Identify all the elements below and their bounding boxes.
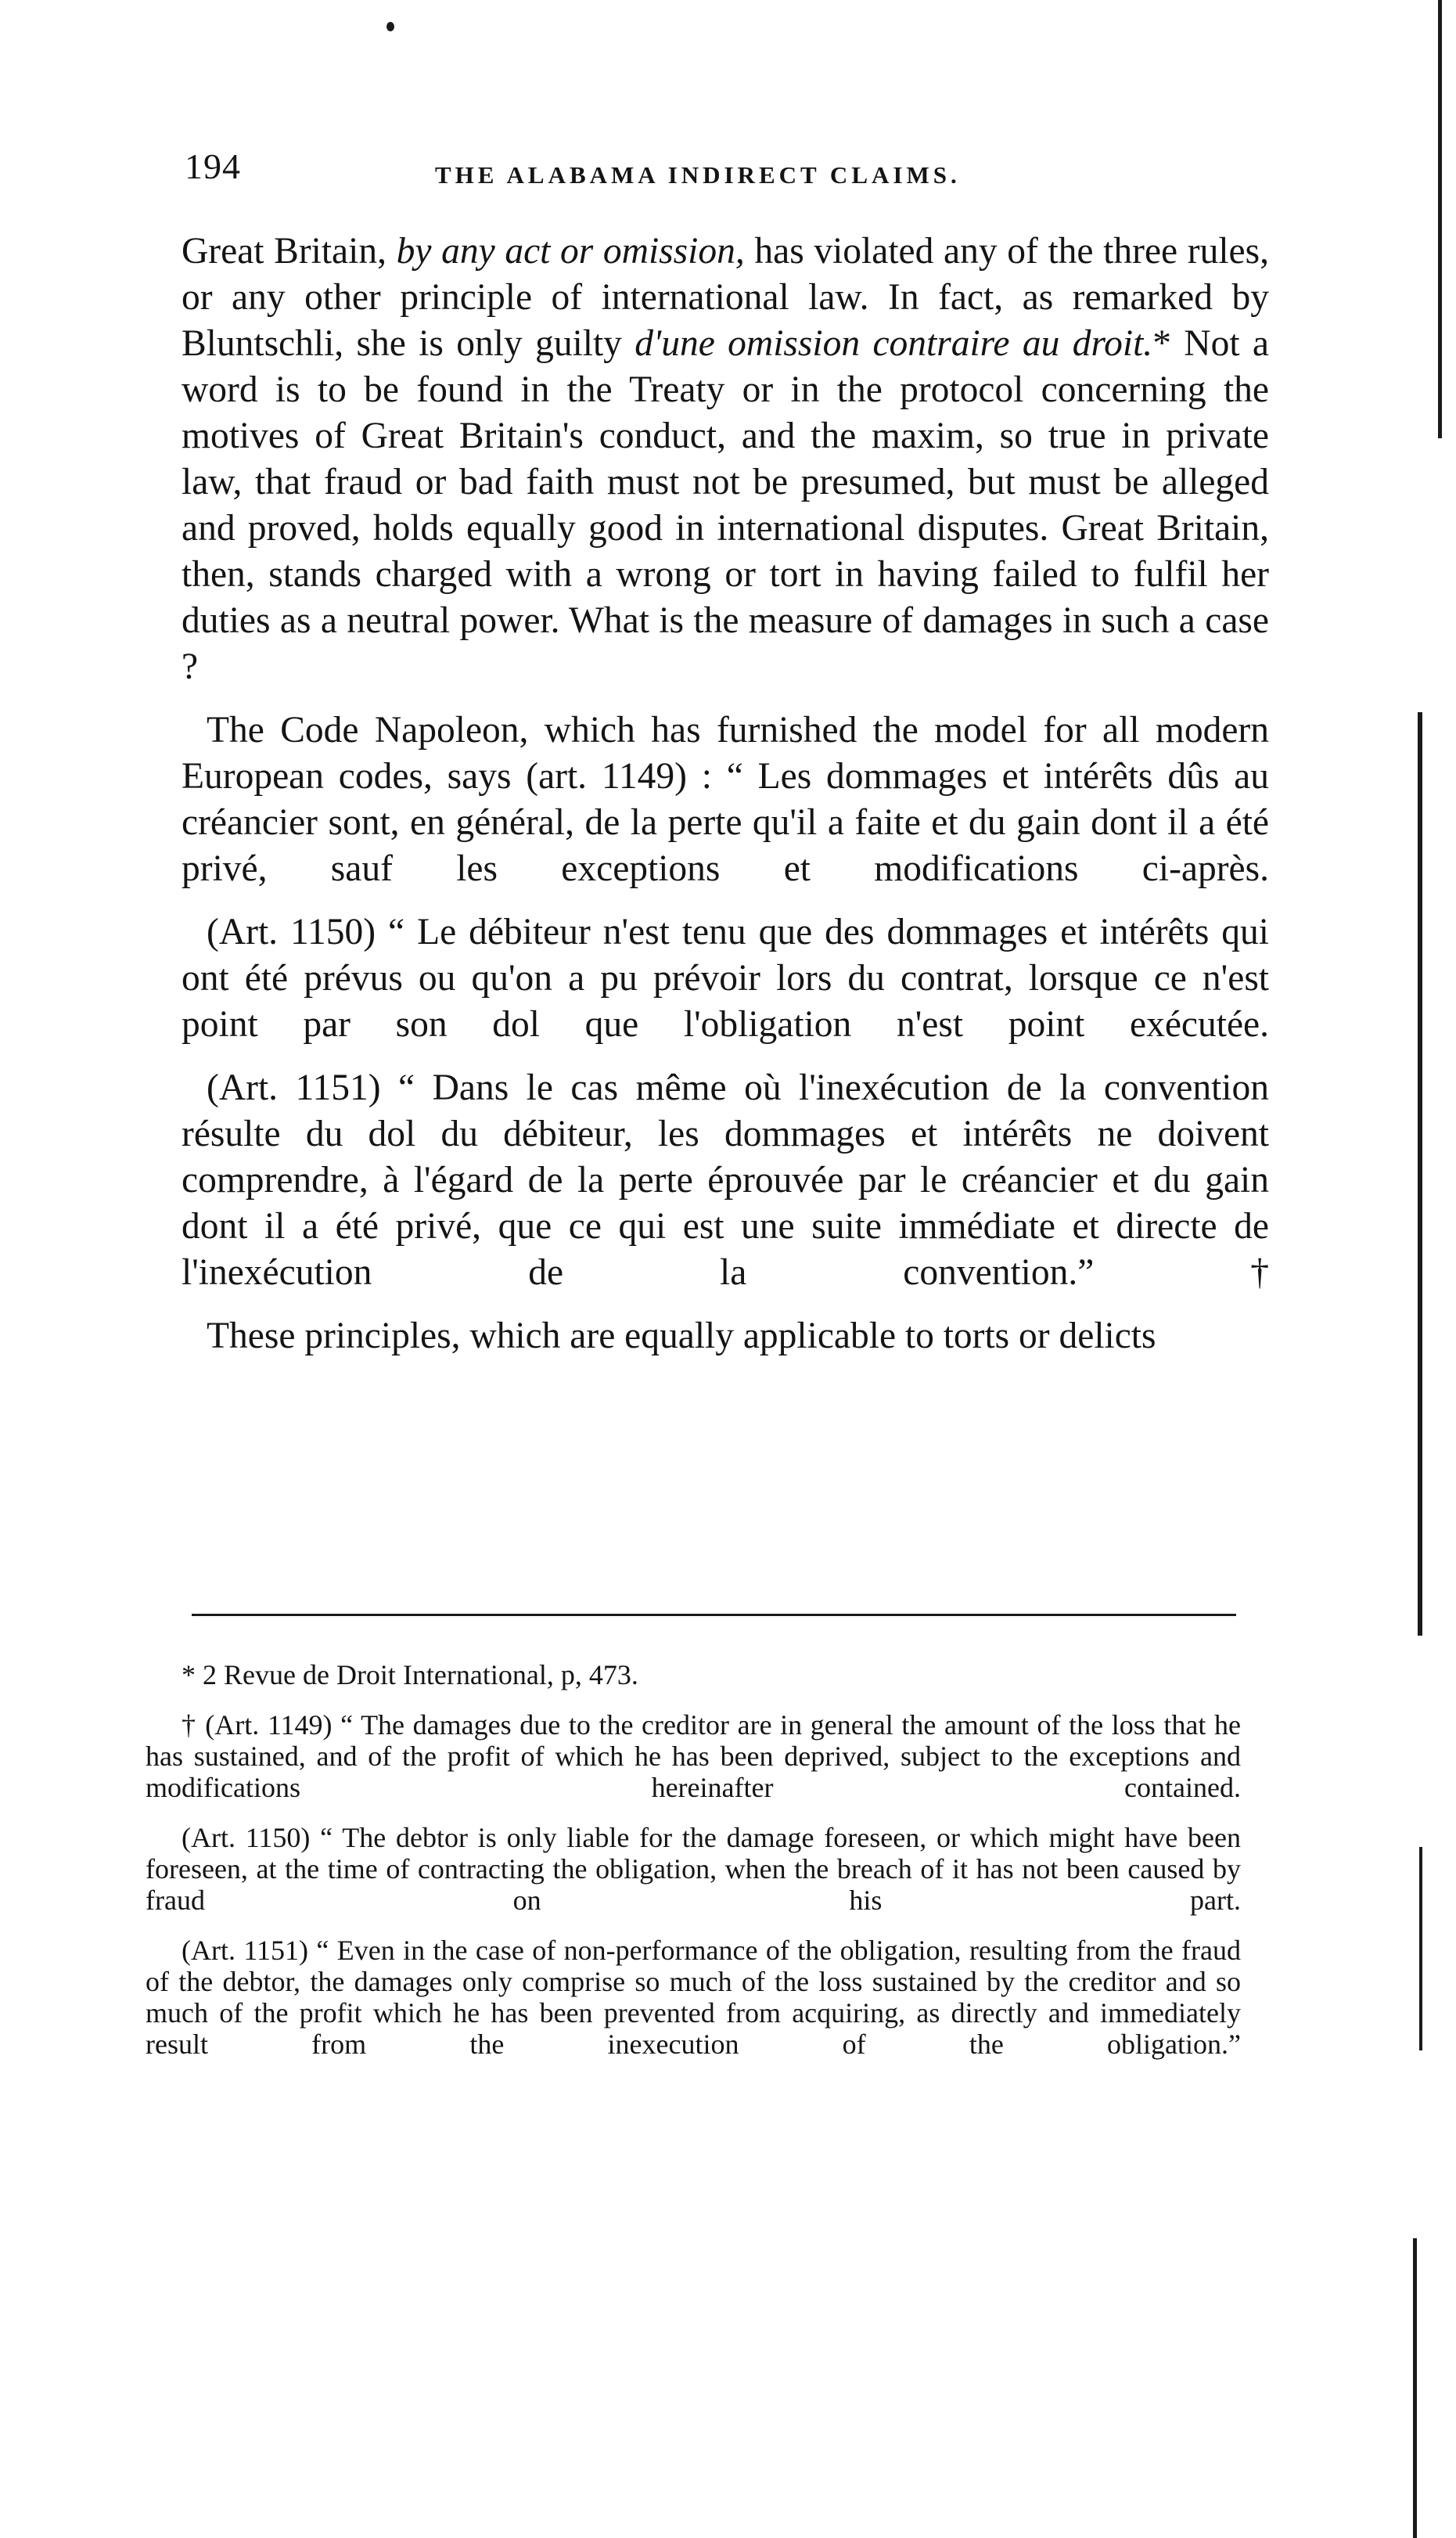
scan-speck-top: [386, 22, 394, 31]
paragraph-4: (Art. 1151) “ Dans le cas même où l'inexécution de la convention résulte du dol du débiteur, les dommages et intérêts ne doivent comprendre, à l'égard de la perte éprouvée par le créancier et du gain dont il a été privé, que ce qui est une suite immédiate et directe de l'inexécution de la convention.” †: [182, 1067, 1269, 1293]
page-number: 194: [185, 146, 241, 186]
paragraph-1: [182, 229, 1269, 690]
footnote-2: † (Art. 1149) “ The damages due to the creditor are in general the amount of the loss that he has sustained, and of the profit of which he has been deprived, subject to the exceptions and modifications hereinafter contained.: [146, 1709, 1241, 1803]
footnote-divider: [192, 1614, 1236, 1616]
paragraph-3: (Art. 1150) “ Le débiteur n'est tenu que des dommages et intérêts qui ont été prévus ou qu'on a pu prévoir lors du contrat, lorsque ce n'est point par son dol que l'obligation n'est point exécutée.: [182, 912, 1269, 1045]
paragraph-2: The Code Napoleon, which has furnished the model for all modern European codes, says (art. 1149) : “ Les dommages et intérêts dûs au créancier sont, en général, de la perte qu'il a faite et du gain dont il a été privé, sauf les exceptions et modifications ci-après.: [182, 710, 1269, 889]
footnotes: [146, 1659, 1241, 2060]
scan-edge-line-lower: [1419, 1847, 1422, 2050]
page-header: [185, 146, 1280, 200]
scan-edge-line-top: [1438, 0, 1442, 438]
scan-edge-line-middle: [1418, 712, 1422, 1636]
paragraph-5: These principles, which are equally applicable to torts or delicts: [207, 1316, 1156, 1356]
footnote-4: (Art. 1151) “ Even in the case of non-performance of the obligation, resulting from the fraud of the debtor, the damages only comprise so much of the loss sustained by the creditor and so much of the profit which he has been prevented from acquiring, as directly and immediately result from the inexecution of the obligation.”: [146, 1935, 1241, 2060]
paragraph-1-italic-b: d'une omission contraire au droit.: [635, 323, 1153, 364]
paragraph-1-italic-a: by any act or omission,: [396, 231, 745, 272]
footnote-1: * 2 Revue de Droit International, p, 473.: [182, 1659, 638, 1690]
paragraph-1-text-a: Great Britain,: [182, 231, 397, 272]
scan-edge-line-bottom: [1413, 2238, 1417, 2538]
body-text: [182, 229, 1269, 1359]
running-title: THE ALABAMA INDIRECT CLAIMS.: [435, 161, 961, 189]
footnote-3: (Art. 1150) “ The debtor is only liable for the damage foreseen, or which might have been foreseen, at the time of contracting the obligation, when the breach of it has not been caused by fraud on his part.: [146, 1822, 1241, 1916]
paragraph-1-text-c: * Not a word is to be found in the Treaty or in the protocol concerning the motives of Great Britain's conduct, and the maxim, so true in private law, that fraud or bad faith must not be presumed, but must be alleged and proved, holds equally good in international disputes. Great Britain, then, stands charged with a wrong or tort in having failed to fulfil her duties as a neutral power. What is the measure of damages in such a case ?: [182, 323, 1270, 687]
paragraph-1-text-b: has violated any of the three rules, or any other principle of international law. In fact, as remarked by Bluntschli, she is only guilty: [182, 231, 1269, 364]
